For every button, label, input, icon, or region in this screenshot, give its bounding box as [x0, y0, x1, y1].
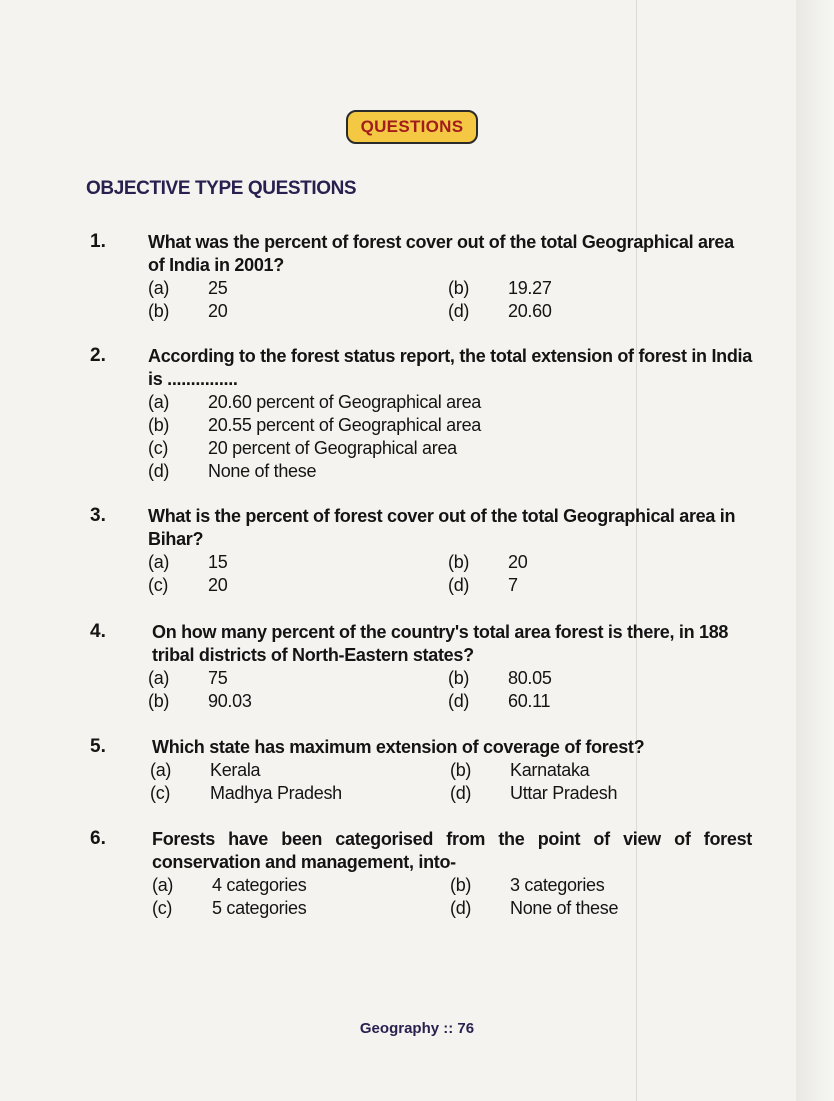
question-text: According to the forest status report, the total extension of forest in India is ...............: [148, 346, 752, 389]
section-title: OBJECTIVE TYPE QUESTIONS: [86, 178, 357, 199]
questions-header-label: QUESTIONS: [360, 117, 464, 136]
question-text: On how many percent of the country's total area forest is there, in 188 tribal districts of North-Eastern states?: [152, 622, 729, 665]
question-number: 2.: [90, 345, 106, 366]
question-number: 1.: [90, 231, 106, 252]
question-text: Which state has maximum extension of coverage of forest?: [152, 737, 645, 757]
page-edge-shadow: [796, 0, 834, 1101]
question-text: What was the percent of forest cover out of the total Geographical area of India in 2001?: [148, 232, 734, 275]
page-footer: Geography :: 76: [359, 1020, 475, 1037]
question-number: 6.: [90, 828, 106, 849]
question-number: 3.: [90, 505, 106, 526]
questions-header-badge: [346, 110, 478, 144]
question-number: 4.: [90, 621, 106, 642]
question-text: What is the percent of forest cover out of the total Geographical area in Bihar?: [148, 506, 736, 549]
question-number: 5.: [90, 736, 106, 757]
question-text: Forests have been categorised from the point of view of forest conservation and management, into-: [152, 829, 752, 872]
